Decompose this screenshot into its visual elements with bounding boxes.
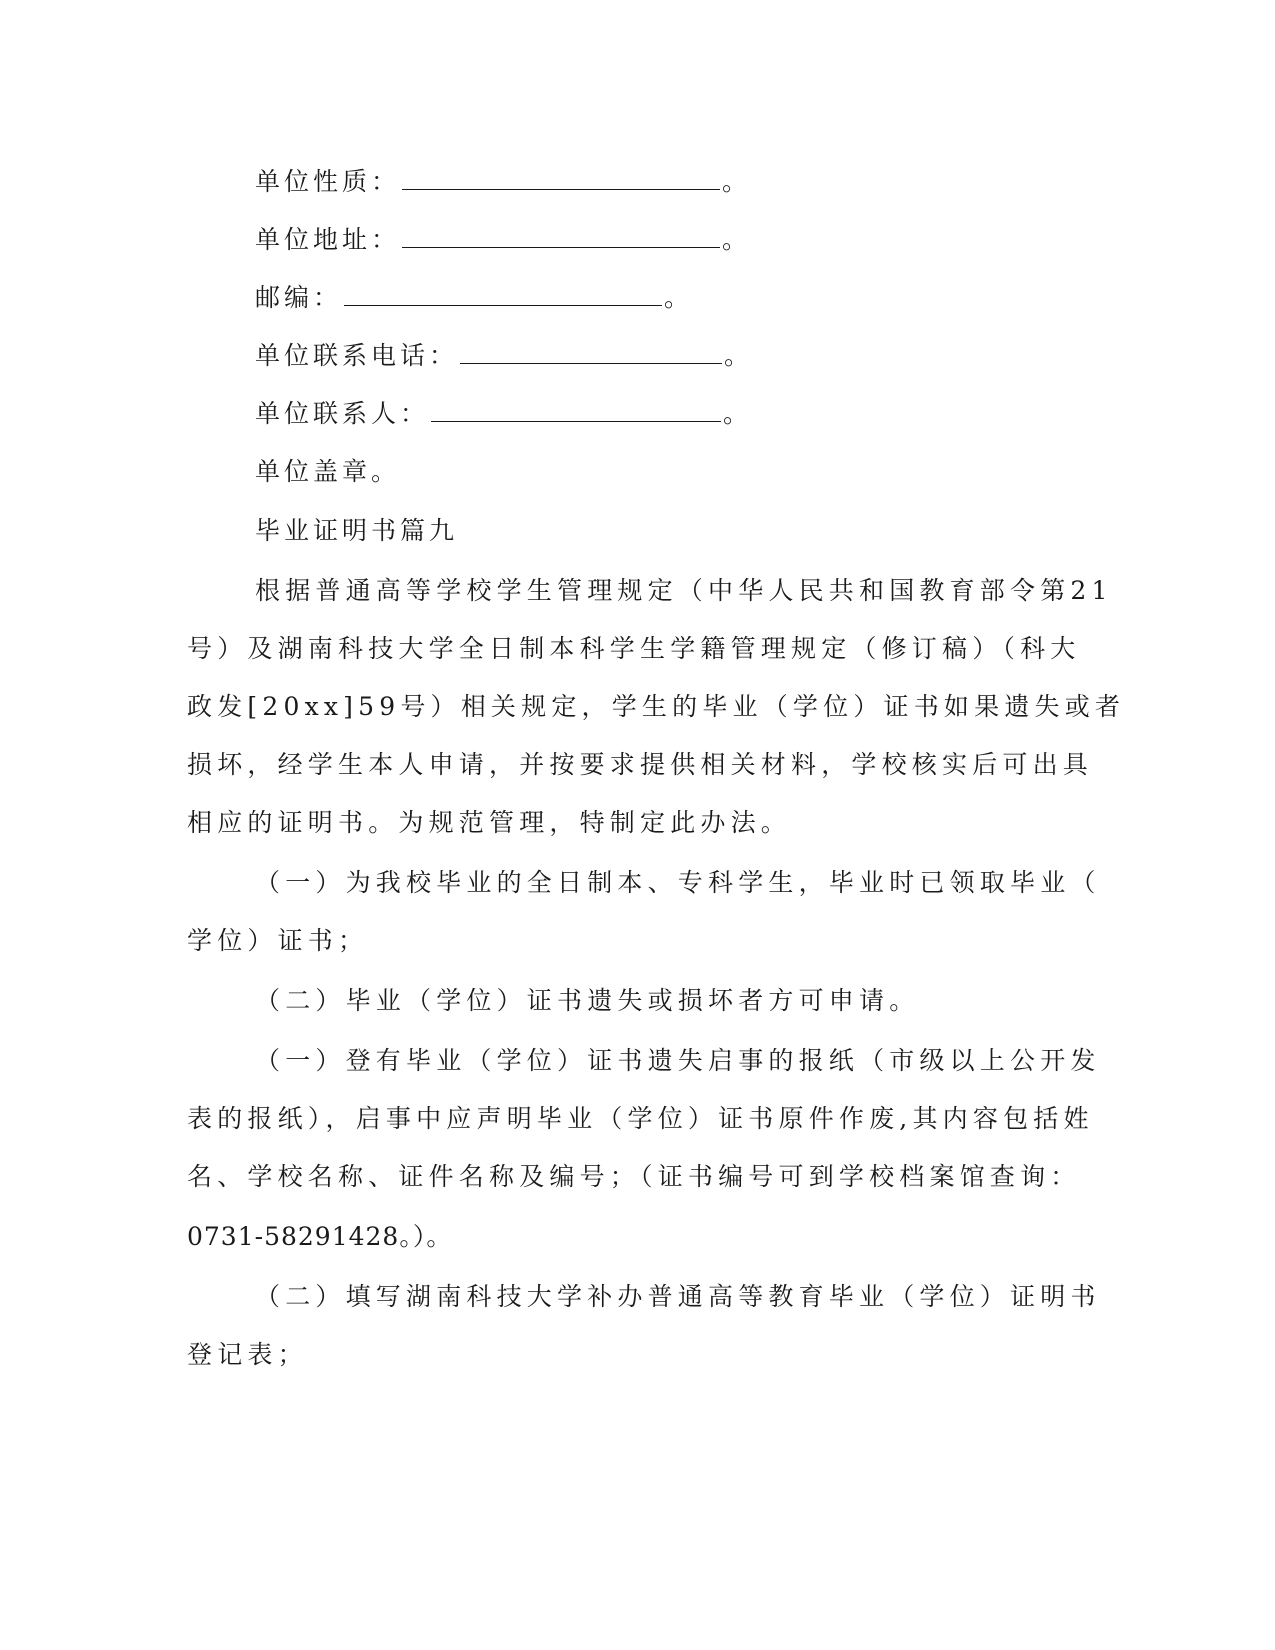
- paragraph-line: （一）为我校毕业的全日制本、专科学生，毕业时已领取毕业（: [255, 868, 1101, 897]
- blank-line[interactable]: [402, 167, 720, 190]
- paragraph-line: 学位）证书；: [187, 926, 369, 955]
- paragraph-line: 表的报纸），启事中应声明毕业（学位）证书原件作废,其内容包括姓: [187, 1104, 1094, 1133]
- field-unit-address: 单位地址： 。: [255, 225, 752, 254]
- field-label: 邮编：: [255, 283, 343, 312]
- paragraph-line: （一）登有毕业（学位）证书遗失启事的报纸（市级以上公开发: [255, 1046, 1101, 1075]
- paragraph-line: 号）及湖南科技大学全日制本科学生学籍管理规定（修订稿）（科大: [187, 634, 1081, 663]
- field-label: 单位联系电话：: [255, 341, 459, 370]
- paragraph-line: （二）填写湖南科技大学补办普通高等教育毕业（学位）证明书: [255, 1282, 1101, 1311]
- blank-line[interactable]: [344, 283, 662, 306]
- paragraph-line: 根据普通高等学校学生管理规定（中华人民共和国教育部令第21: [255, 576, 1113, 605]
- blank-line[interactable]: [460, 341, 722, 364]
- paragraph-line: 政发[20xx]59号）相关规定，学生的毕业（学位）证书如果遗失或者: [187, 692, 1126, 721]
- field-unit-nature: 单位性质： 。: [255, 167, 752, 196]
- blank-line[interactable]: [402, 225, 720, 248]
- paragraph-line: 名、学校名称、证件名称及编号；（证书编号可到学校档案馆查询：: [187, 1162, 1081, 1191]
- section-title: 毕业证明书篇九: [255, 516, 459, 545]
- paragraph-line: 损坏，经学生本人申请，并按要求提供相关材料，学校核实后可出具: [187, 750, 1094, 779]
- paragraph-line: 相应的证明书。为规范管理，特制定此办法。: [187, 808, 792, 837]
- paragraph-line: 0731-58291428。）。: [187, 1222, 453, 1251]
- field-label: 单位联系人：: [255, 399, 430, 428]
- field-label: 单位地址：: [255, 225, 401, 254]
- field-unit-contact: 单位联系人： 。: [255, 399, 753, 428]
- field-postcode: 邮编： 。: [255, 283, 694, 312]
- paragraph-line: （二）毕业（学位）证书遗失或损坏者方可申请。: [255, 986, 920, 1015]
- blank-line[interactable]: [431, 399, 721, 422]
- paragraph-line: 登记表；: [187, 1340, 308, 1369]
- seal-line: 单位盖章。: [255, 457, 401, 486]
- field-label: 单位性质：: [255, 167, 401, 196]
- field-unit-phone: 单位联系电话： 。: [255, 341, 754, 370]
